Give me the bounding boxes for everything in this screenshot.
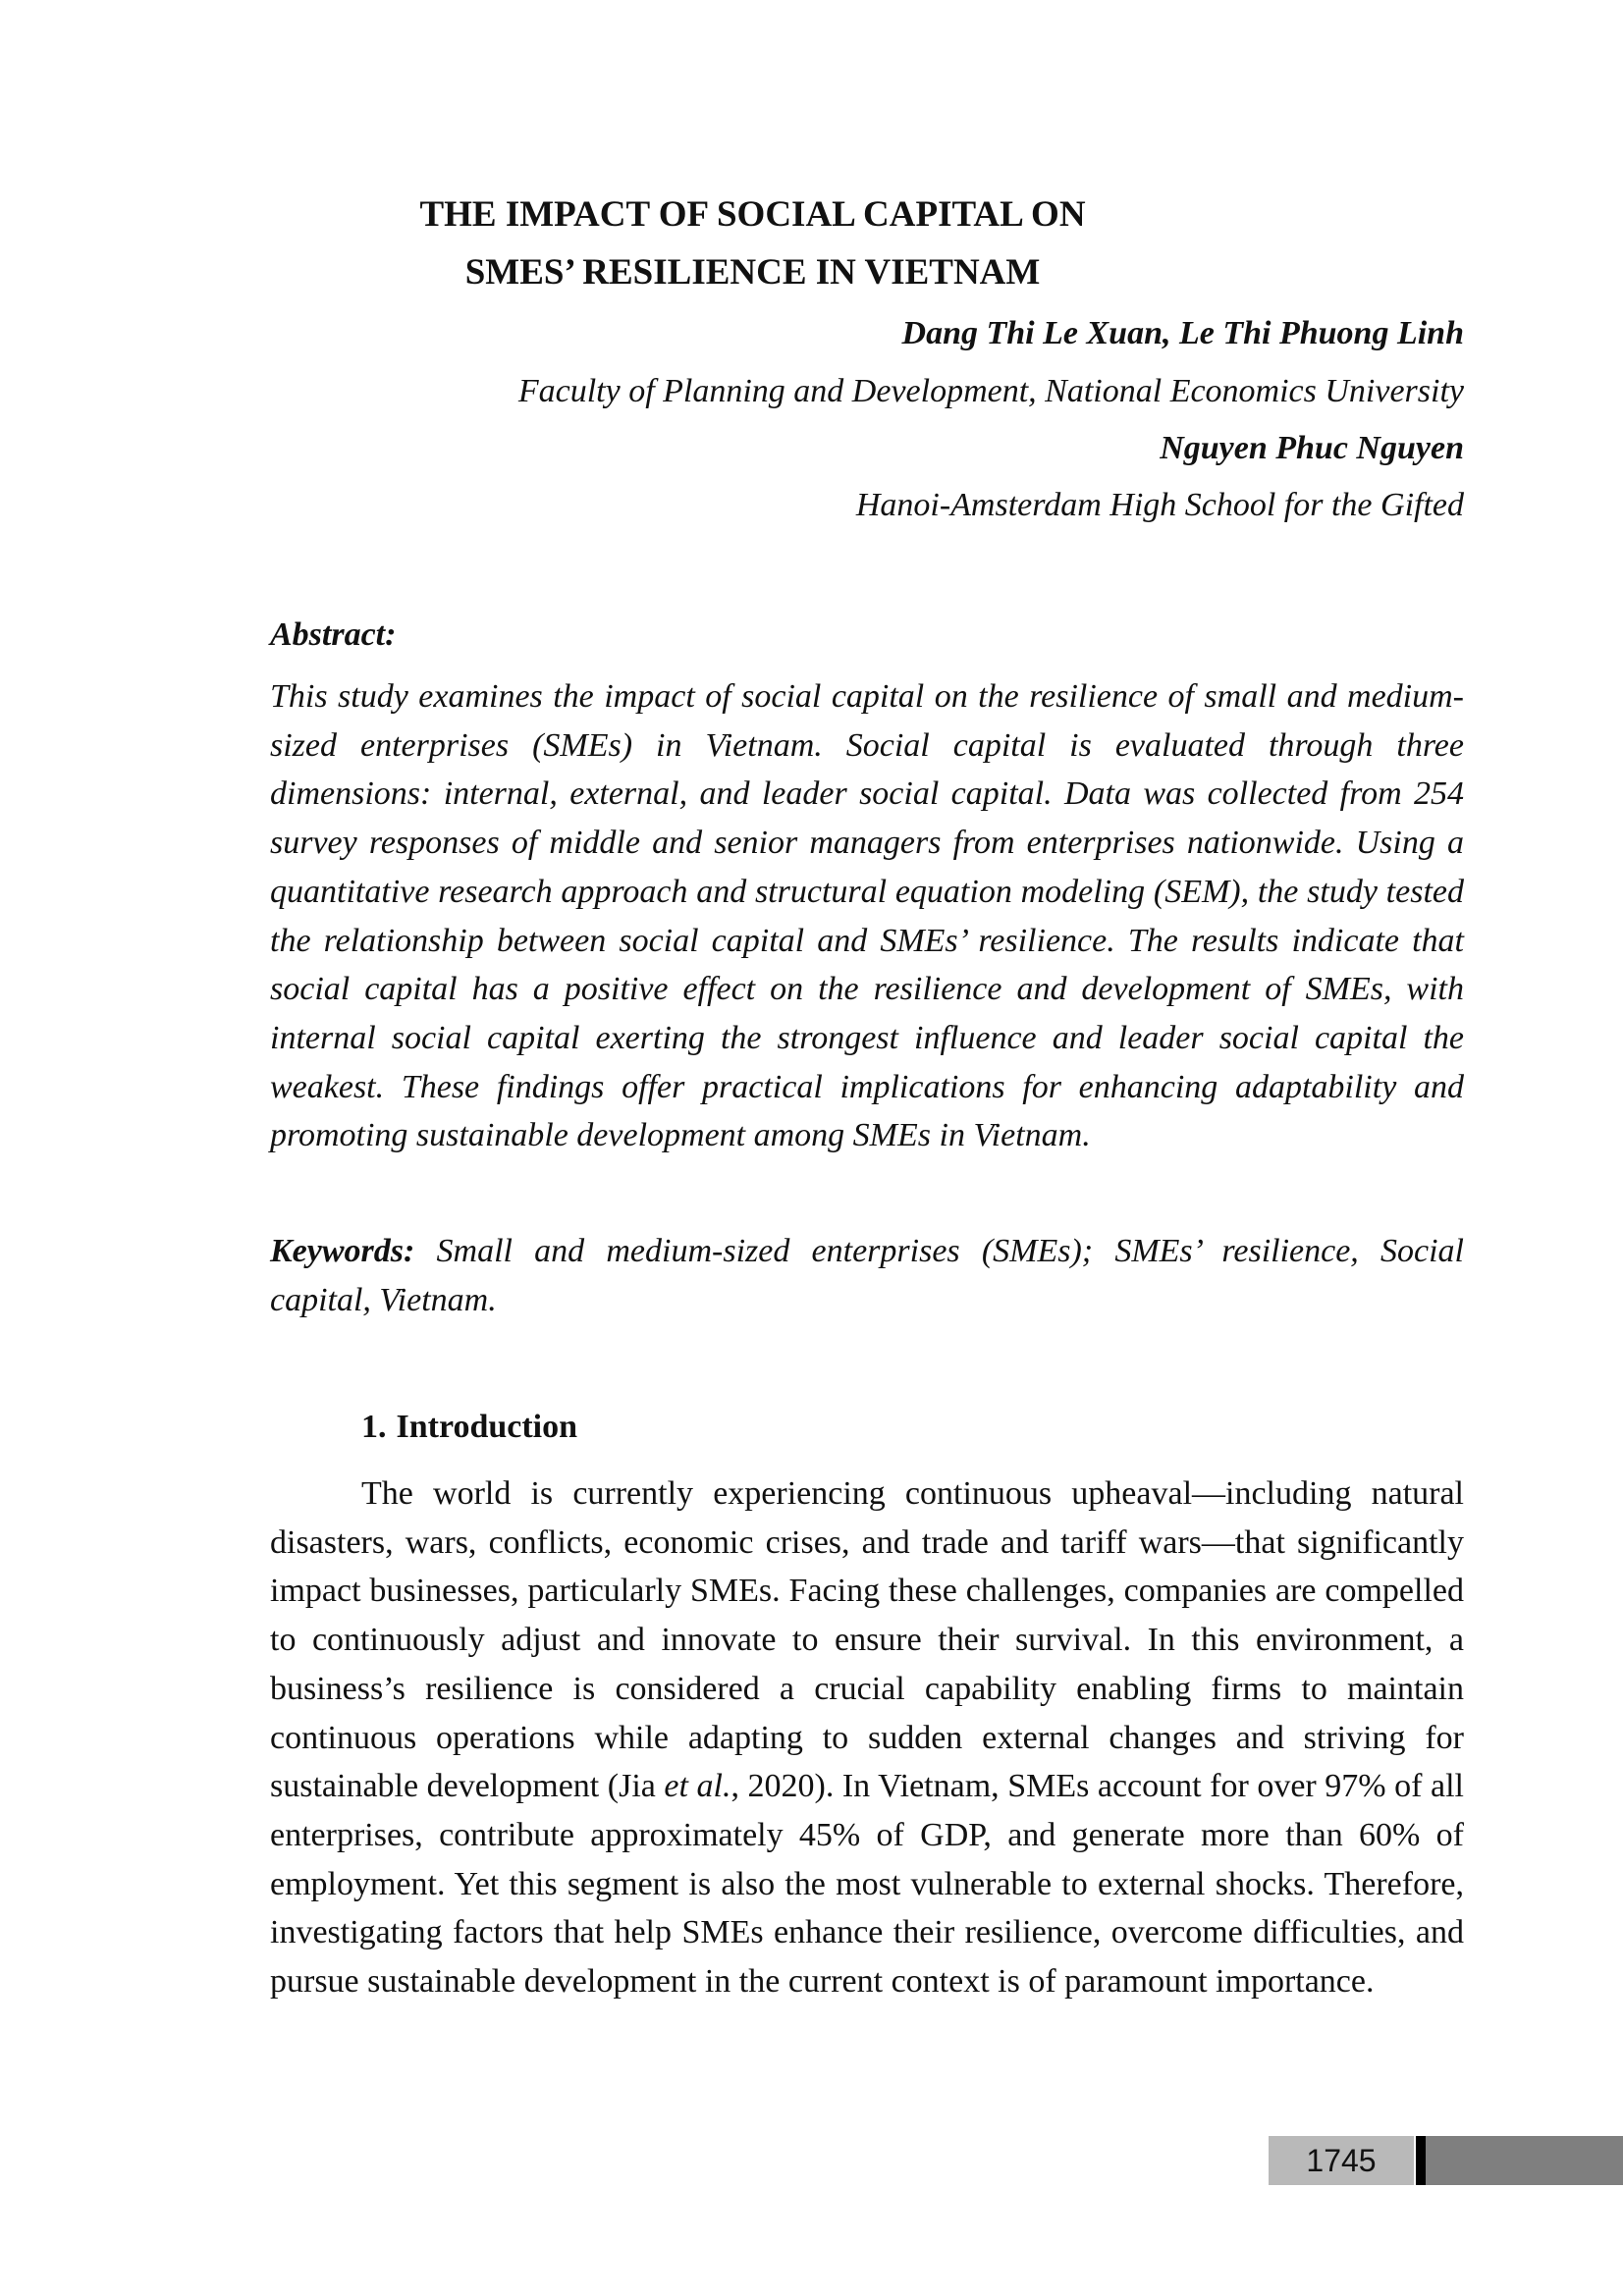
keywords-paragraph	[270, 1227, 1464, 1324]
keywords-text: Small and medium-sized enterprises (SMEs); SMEs’ resilience, Social capital, Vietnam.	[270, 1233, 1464, 1318]
introduction-text-part-2: , 2020). In Vietnam, SMEs account for over 97% of all enterprises, contribute approximately 45% of GDP, and generate more than 60% of employment. Yet this segment is also the most vulnerable to external shocks. Therefore, investigating factors that help SMEs enhance their resilience, overcome difficulties, and pursue sustainable development in the current context is of paramount importance.	[270, 1768, 1465, 2001]
authors-line-2: Nguyen Phuc Nguyen	[1160, 430, 1464, 466]
keywords-label: Keywords:	[270, 1233, 415, 1269]
footer-grey-bar	[1426, 2136, 1623, 2185]
abstract-text: This study examines the impact of social capital on the resilience of small and medium-sized enterprises (SMEs) in Vietnam. Social capital is evaluated through three dimensions: internal, external, and leader social capital. Data was collected from 254 survey responses of middle and senior managers from enterprises nationwide. Using a quantitative research approach and structural equation modeling (SEM), the study tested the relationship between social capital and SMEs’ resilience. The results indicate that social capital has a positive effect on the resilience and development of SMEs, with internal social capital exerting the strongest influence and leader social capital the weakest. These findings offer practical implications for enhancing adaptability and promoting sustainable development among SMEs in Vietnam.	[270, 678, 1464, 1154]
footer-divider	[1416, 2136, 1426, 2185]
paper-title-line-1: THE IMPACT OF SOCIAL CAPITAL ON	[419, 194, 1086, 235]
page-footer	[1269, 2136, 1623, 2185]
section-heading-introduction	[361, 1411, 587, 1444]
section-number: 1.	[361, 1409, 387, 1445]
authors-line-1: Dang Thi Le Xuan, Le Thi Phuong Linh	[901, 315, 1464, 351]
introduction-text-part-1: The world is currently experiencing continuous upheaval—including natural disasters, wars, conflicts, economic crises, and trade and tariff wars—that significantly impact businesses, particularly SMEs. Facing these challenges, companies are compelled to continuously adjust and innovate to ensure their survival. In this environment, a business’s resilience is considered a crucial capability enabling firms to maintain continuous operations while adapting to sudden external changes and striving for sustainable development (Jia	[270, 1475, 1464, 1805]
affiliation-line-2: Hanoi-Amsterdam High School for the Gifted	[855, 487, 1464, 523]
section-title: Introduction	[396, 1409, 578, 1445]
paper-title-line-2: SMES’ RESILIENCE IN VIETNAM	[464, 252, 1041, 293]
affiliation-line-1: Faculty of Planning and Development, National Economics University	[517, 373, 1464, 409]
introduction-paragraph	[270, 1469, 1464, 2006]
citation-et-al: et al.	[664, 1768, 731, 1805]
page-number: 1745	[1269, 2136, 1414, 2185]
abstract-heading: Abstract:	[270, 616, 397, 653]
